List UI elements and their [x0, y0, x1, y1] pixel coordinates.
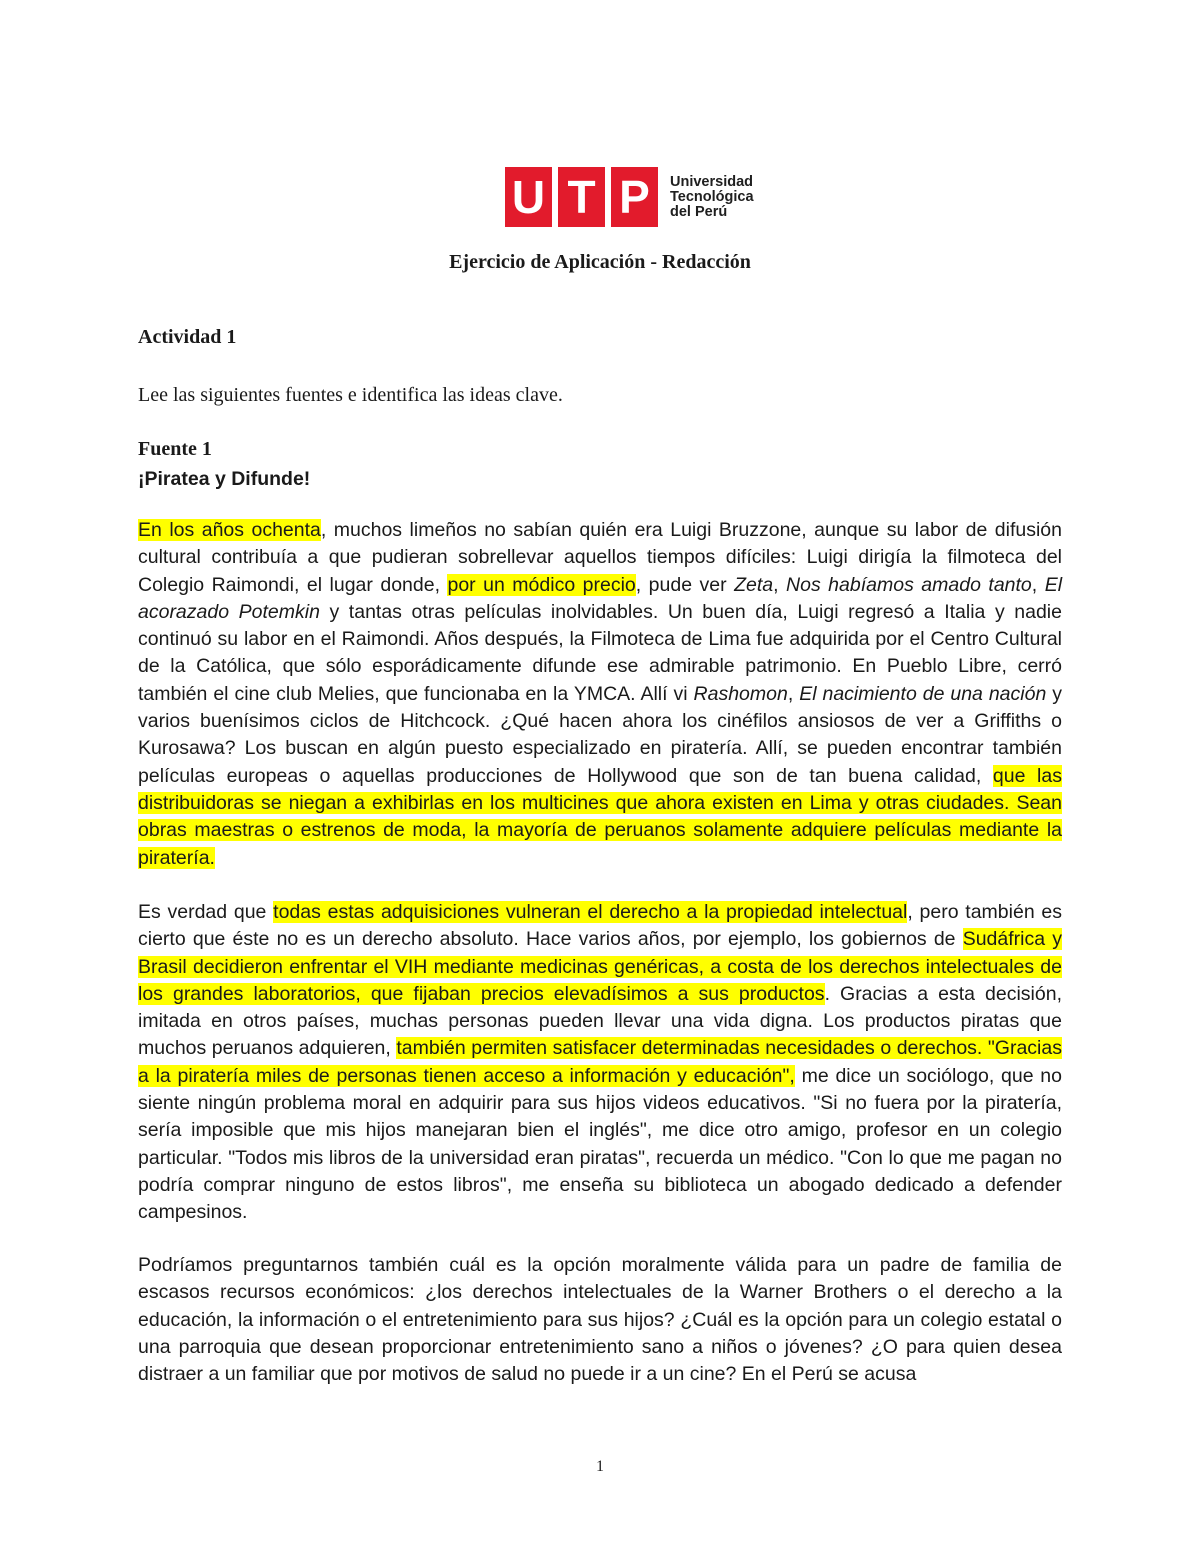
utp-logo	[505, 166, 754, 228]
text-run: . Gracias a esta decisión, imitada en otros países, muchas personas pueden llevar una vida digna. Los productos piratas que muchos peruanos adquieren,	[138, 982, 1062, 1060]
film-title: Rashomon	[693, 682, 788, 705]
document-title: Ejercicio de Aplicación - Redacción	[449, 251, 751, 273]
logo-line-1: Universidad	[670, 173, 753, 190]
text-run: , pero también es cierto que éste no es un derecho absoluto. Hace varios años, por ejemplo, los gobiernos de	[138, 901, 1063, 951]
film-title: Zeta	[734, 573, 774, 596]
text-run: y varios buenísimos ciclos de Hitchcock. ¿Qué hacen ahora los cinéfilos ansiosos de ver a Griffiths o Kurosawa? Los buscan en algún puesto especializado en piratería. Allí, se pueden encontrar también películas europeas o aquellas producciones de Hollywood que son de tan buena calidad,	[138, 682, 1063, 787]
highlight: por un módico precio	[447, 573, 636, 596]
instruction-text: Lee las siguientes fuentes e identifica las ideas clave.	[138, 384, 563, 406]
paragraph-2	[138, 899, 1062, 1227]
highlight: En los años ochenta	[138, 519, 321, 541]
text-run: ,	[787, 682, 800, 705]
highlight: todas estas adquisiciones vulneran el derecho a la propiedad intelectual	[273, 901, 908, 923]
text-run: ,	[1031, 573, 1045, 596]
text-run: , muchos limeños no sabían quién era Luigi Bruzzone, aunque su labor de difusión cultural contribuía a que pudieran sobrellevar aquellos tiempos difíciles: Luigi dirigía la filmoteca del Colegio Raimondi, el lugar donde,	[138, 519, 1062, 596]
source-label: Fuente 1	[138, 438, 212, 460]
logo-wordmark	[670, 175, 754, 220]
activity-heading: Actividad 1	[138, 326, 237, 348]
paragraph-3: Podríamos preguntarnos también cuál es la opción moralmente válida para un padre de familia de escasos recursos económicos: ¿los derechos intelectuales de la Warner Brothers o el derecho a la educación, la información o el entretenimiento para sus hijos? ¿Cuál es la opción para un colegio estatal o una parroquia que desean proporcionar entretenimiento sano a niños o jóvenes? ¿O para quien desea distraer a un familiar que por motivos de salud no puede ir a un cine? En el Perú se acusa	[138, 1254, 1062, 1386]
article-title: ¡Piratea y Difunde!	[138, 468, 311, 490]
text-run: ,	[773, 573, 787, 596]
text-run: , pude ver	[635, 573, 735, 596]
highlight: que las distribuidoras se niegan a exhibirlas en los multicines que ahora existen en Lima y otras ciudades. Sean obras maestras o estrenos de moda, la mayoría de peruanos solamente adquiere películas mediante la piratería.	[138, 764, 1062, 869]
highlight: Sudáfrica y Brasil decidieron enfrentar el VIH mediante medicinas genéricas, a costa de los derechos intelectuales de los grandes laboratorios, que fijaban precios elevadísimos a sus productos	[138, 928, 1062, 1005]
highlight: también permiten satisfacer determinadas necesidades o derechos. "Gracias a la piratería miles de personas tienen acceso a información y educación",	[138, 1037, 1062, 1087]
logo-letter-t: T	[558, 167, 605, 227]
text-run: Es verdad que	[138, 901, 274, 923]
film-title: El acorazado Potemkin	[138, 573, 1063, 623]
text-run: y tantas otras películas inolvidables. Un buen día, Luigi regresó a Italia y nadie continuó su labor en el Raimondi. Años después, la Filmoteca de Lima fue adquirida por el Centro Cultural de la Católica, que sólo esporádicamente difunde ese admirable patrimonio. En Pueblo Libre, cerró también el cine club Melies, que funcionaba en la YMCA. Allí vi	[138, 600, 1062, 705]
logo-line-3: del Perú	[670, 203, 728, 220]
film-title: Nos habíamos amado tanto	[786, 573, 1032, 596]
text-run: me dice un sociólogo, que no siente ningún problema moral en adquirir para sus hijos videos educativos. "Si no fuera por la piratería, sería imposible que mis hijos manejaran bien el inglés", me dice otro amigo, profesor en un colegio particular. "Todos mis libros de la universidad eran piratas", recuerda un médico. "Con lo que me pagan no podría comprar ninguno de estos libros", me enseña su biblioteca un abogado dedicado a defender campesinos.	[138, 1064, 1062, 1224]
film-title: El nacimiento de una nación	[799, 682, 1047, 705]
logo-line-2: Tecnológica	[670, 188, 754, 205]
logo-letter-p: P	[611, 167, 658, 227]
page-number: 1	[596, 1458, 604, 1475]
logo-letter-u: U	[505, 167, 552, 227]
paragraph-1	[138, 517, 1062, 872]
